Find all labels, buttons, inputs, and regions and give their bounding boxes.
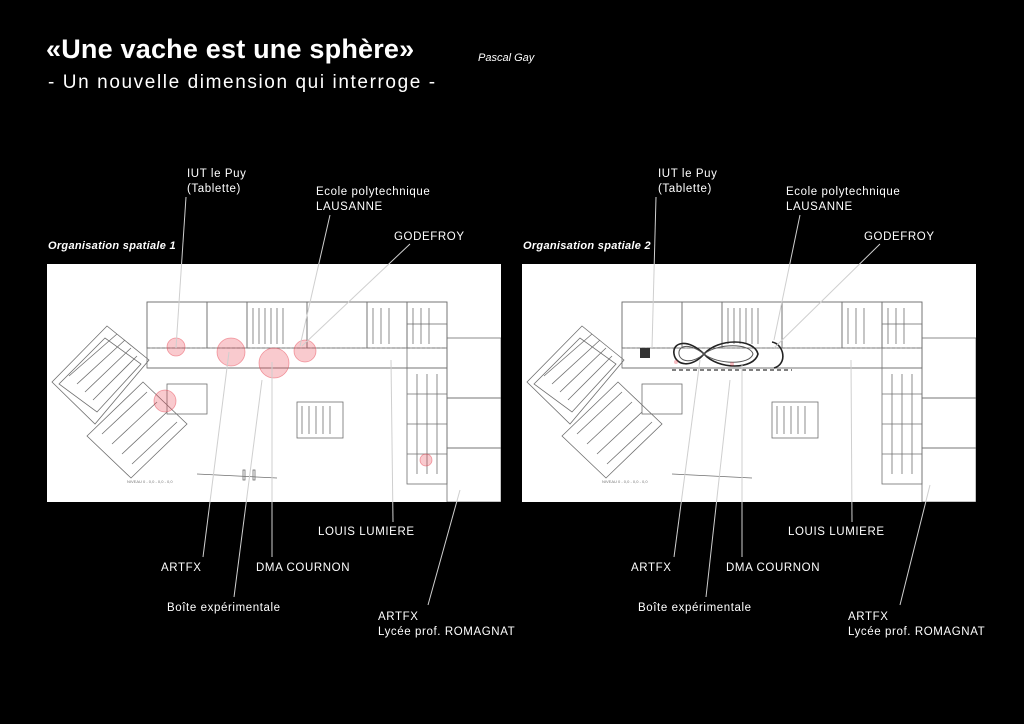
label-epfl-1: Ecole polytechnique LAUSANNE — [316, 186, 431, 213]
label-artfx-romagnat-2: ARTFX Lycée prof. ROMAGNAT — [848, 611, 986, 638]
label-boite-2: Boîte expérimentale — [638, 602, 752, 614]
floor-plan-1 — [47, 264, 501, 502]
label-epfl-2: Ecole polytechnique LAUSANNE — [786, 186, 901, 213]
plan-1-level-text: NIVEAU 0 - 0,0 - 0,0 - 0,0 — [127, 479, 173, 484]
label-artfx-2: ARTFX — [631, 562, 672, 574]
floor-plan-2-drawing — [522, 264, 976, 502]
label-godefroy-2: GODEFROY — [864, 231, 935, 243]
label-louis-lumiere-1: LOUIS LUMIERE — [318, 526, 415, 538]
label-godefroy-1: GODEFROY — [394, 231, 465, 243]
author-credit: Pascal Gay — [478, 52, 535, 64]
label-artfx-1: ARTFX — [161, 562, 202, 574]
label-artfx-romagnat-1: ARTFX Lycée prof. ROMAGNAT — [378, 611, 516, 638]
leader-romagnat-1 — [428, 490, 460, 605]
plan-2-level-text: NIVEAU 0 - 0,0 - 0,0 - 0,0 — [602, 479, 648, 484]
page-subtitle: - Un nouvelle dimension qui interroge - — [48, 72, 437, 93]
floor-plan-1-drawing — [47, 264, 501, 502]
label-iut-1: IUT le Puy (Tablette) — [187, 168, 247, 195]
leader-romagnat-2 — [900, 485, 930, 605]
label-dma-cournon-1: DMA COURNON — [256, 562, 351, 574]
panel-2-caption: Organisation spatiale 2 — [523, 240, 651, 252]
floor-plan-2 — [522, 264, 976, 502]
panel-1-caption: Organisation spatiale 1 — [48, 240, 176, 252]
label-dma-cournon-2: DMA COURNON — [726, 562, 821, 574]
label-iut-2: IUT le Puy (Tablette) — [658, 168, 718, 195]
page-title: «Une vache est une sphère» — [46, 34, 415, 64]
label-louis-lumiere-2: LOUIS LUMIERE — [788, 526, 885, 538]
label-boite-1: Boîte expérimentale — [167, 602, 281, 614]
infinity-installation — [674, 342, 783, 368]
